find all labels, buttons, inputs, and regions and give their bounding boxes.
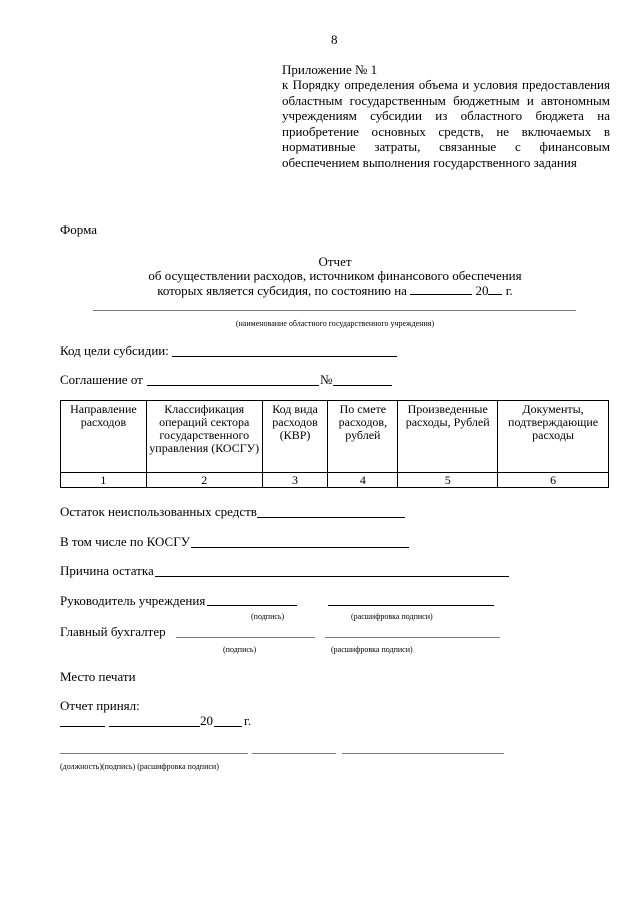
- table-column-number: 6: [498, 473, 609, 488]
- reason-label: Причина остатка: [60, 563, 154, 578]
- table-column-number: 5: [398, 473, 498, 488]
- kosgu-label: В том числе по КОСГУ: [60, 534, 190, 549]
- accountant-decoding-line[interactable]: [325, 637, 500, 638]
- table-header-cell: Произведенные расходы, Рублей: [398, 401, 498, 473]
- annex-block: [282, 62, 610, 170]
- report-date-blank[interactable]: [410, 284, 472, 295]
- institution-name-line[interactable]: [93, 310, 576, 311]
- head-signature-line[interactable]: [207, 605, 297, 606]
- institution-caption: (наименование областного государственного учреждения): [235, 319, 435, 328]
- position-line[interactable]: [60, 753, 248, 754]
- subsidy-code-label: Код цели субсидии:: [60, 343, 169, 358]
- table-header-row: [61, 401, 609, 473]
- table-header-cell: По смете расходов, рублей: [328, 401, 398, 473]
- head-decoding-caption: (расшифровка подписи): [351, 612, 433, 621]
- table-row: [61, 473, 609, 488]
- table-column-number: 1: [61, 473, 147, 488]
- expenses-table: [60, 400, 609, 488]
- remainder-label: Остаток неиспользованных средств: [60, 504, 257, 519]
- report-year-blank[interactable]: [488, 284, 502, 295]
- accountant-label: Главный бухгалтер: [60, 624, 166, 639]
- reason-line[interactable]: [155, 576, 509, 577]
- accepted-suffix: г.: [244, 713, 252, 728]
- signature-line[interactable]: [252, 753, 336, 754]
- accepted-year: 20: [200, 713, 213, 728]
- accepted-label: Отчет принял:: [60, 698, 140, 713]
- accountant-decoding-caption: (расшифровка подписи): [331, 645, 413, 654]
- head-decoding-line[interactable]: [328, 605, 494, 606]
- page-number: 8: [331, 32, 338, 47]
- decoding-line[interactable]: [342, 753, 504, 754]
- report-date-year: 20: [475, 283, 489, 298]
- table-header-cell: Классификация операций сектора государственного управления (КОСГУ): [146, 401, 262, 473]
- remainder-line[interactable]: [257, 517, 405, 518]
- accepted-day-line[interactable]: [60, 726, 105, 727]
- agreement-number-sign: №: [320, 372, 333, 387]
- report-subtitle-line1: об осуществлении расходов, источником финансового обеспечения: [148, 268, 522, 283]
- report-subtitle-line2: [60, 283, 610, 298]
- head-signature-caption: (подпись): [251, 612, 285, 621]
- form-label: Форма: [60, 222, 97, 237]
- agreement-date-line[interactable]: [147, 385, 319, 386]
- annex-title: Приложение № 1: [282, 62, 378, 77]
- accepted-year-line[interactable]: [214, 726, 242, 727]
- table-header-cell: Код вида расходов (КВР): [262, 401, 328, 473]
- table-column-number: 4: [328, 473, 398, 488]
- agreement-number-line[interactable]: [333, 385, 392, 386]
- accepted-month-line[interactable]: [109, 726, 200, 727]
- table-column-number: 3: [262, 473, 328, 488]
- head-label: Руководитель учреждения: [60, 593, 206, 608]
- report-title: Отчет: [318, 254, 352, 269]
- report-date-suffix: г.: [505, 283, 513, 298]
- table-header-cell: Документы, подтверждающие расходы: [498, 401, 609, 473]
- table-column-number: 2: [146, 473, 262, 488]
- agreement-label: Соглашение от: [60, 372, 143, 387]
- annex-text: к Порядку определения объема и условия предоставления областным государственным бюджетным и автономным учреждениям субсидии из областного бюджета на приобретение основных средств, не включаемых в нормативные затраты, связанные с финансовым обеспечением выполнения государственного задания: [282, 77, 610, 170]
- table-header-cell: Направление расходов: [61, 401, 147, 473]
- bottom-caption: (должность)(подпись) (расшифровка подписи): [60, 762, 219, 771]
- accountant-signature-line[interactable]: [176, 637, 315, 638]
- seal-label: Место печати: [60, 669, 136, 684]
- accountant-signature-caption: (подпись): [223, 645, 257, 654]
- kosgu-line[interactable]: [191, 547, 409, 548]
- subsidy-code-line[interactable]: [172, 356, 397, 357]
- report-date-prefix: которых является субсидия, по состоянию на: [157, 283, 407, 298]
